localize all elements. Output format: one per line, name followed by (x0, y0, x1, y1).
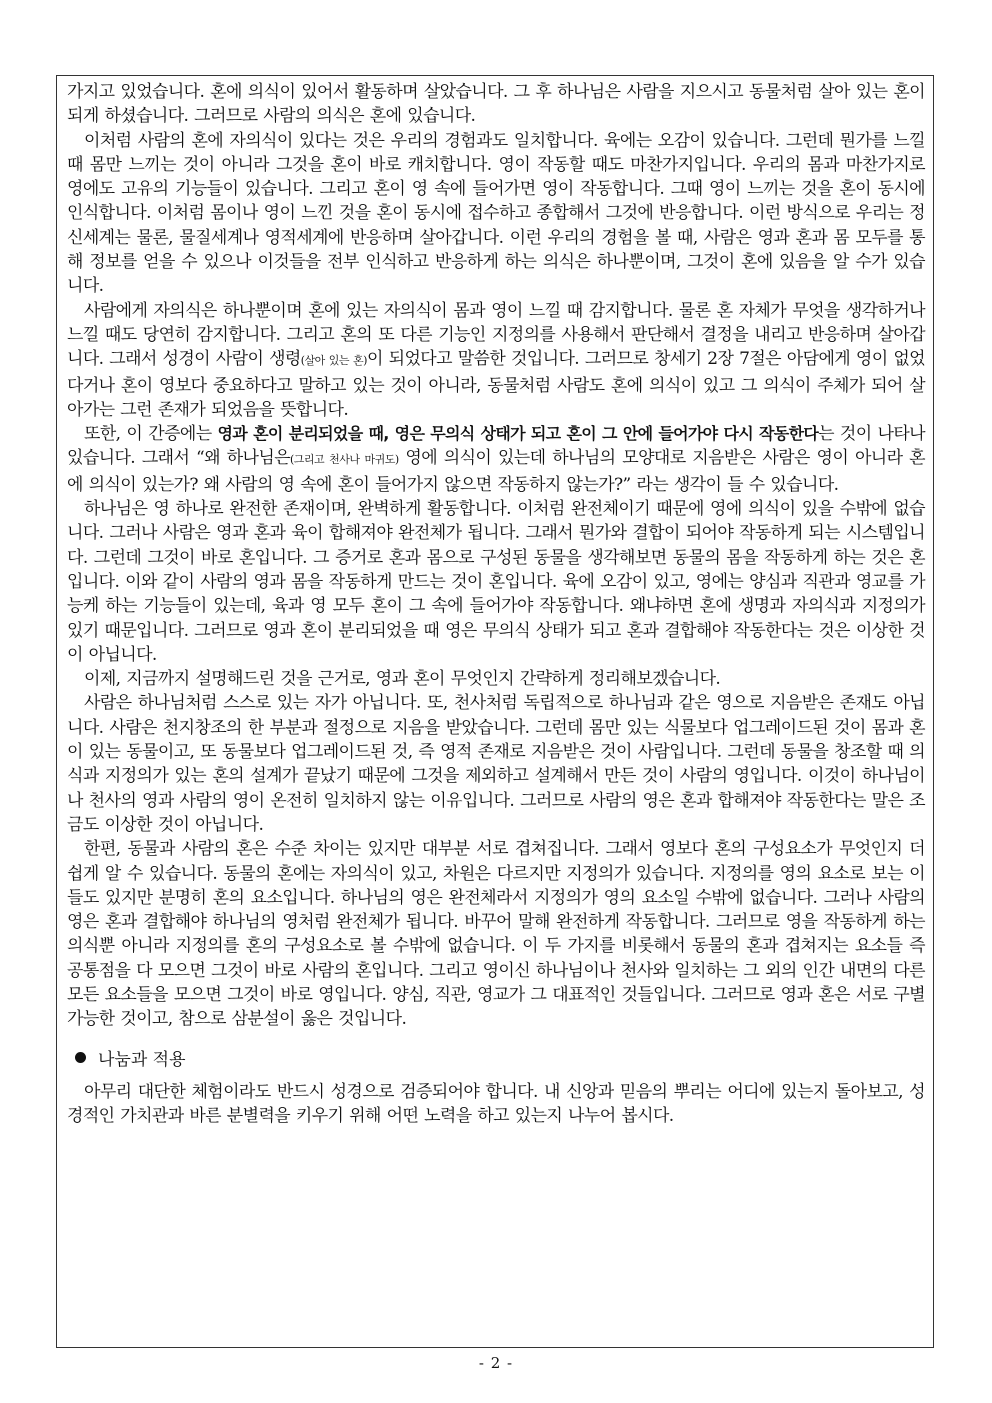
paragraph-4-emphasis: 영과 혼이 분리되었을 때, 영은 무의식 상태가 되고 혼이 그 안에 들어가야 다시 작동한다 (217, 424, 819, 444)
document-body (67, 80, 925, 1128)
paragraph-1: 가지고 있었습니다. 혼에 의식이 있어서 활동하며 살았습니다. 그 후 하나님은 사람을 지으시고 동물처럼 살아 있는 혼이 되게 하셨습니다. 그러므로 사람의 의식은 혼에 있습니다. (67, 82, 925, 127)
section-heading (75, 1045, 925, 1070)
paragraph-4-text-c: 영에 의식이 있는데 하나님의 모양대로 지음받은 사람은 영이 아니라 혼에 의식이 있는가? 왜 사람의 영 속에 혼이 들어가지 않으면 작동하지 않는가?” 라는 생각이 들 수 있습니다. (67, 448, 925, 495)
paragraph-3-text-a: 사람에게 자의식은 하나뿐이며 혼에 있는 자의식이 몸과 영이 느낄 때 감지합니다. 물론 혼 자체가 무엇을 생각하거나 느낄 때도 당연히 감지합니다. 그리고 혼의 또 다른 기능인 지정의를 사용해서 판단해서 결정을 내리고 반응하며 살아갑니다. 그래서 성경이 사람이 생령 (67, 300, 925, 370)
paragraph-3-small-note: (살아 있는 혼) (300, 354, 367, 368)
paragraph-2: 이처럼 사람의 혼에 자의식이 있다는 것은 우리의 경험과도 일치합니다. 육에는 오감이 있습니다. 그런데 뭔가를 느낄 때 몸만 느끼는 것이 아니라 그것을 혼이 바로 캐치합니다. 영이 작동할 때도 마찬가지입니다. 우리의 몸과 마찬가지로 영에도 고유의 기능들이 있습니다. 그리고 혼이 영 속에 들어가면 영이 작동합니다. 그때 영이 느끼는 것을 혼이 동시에 인식합니다. 이처럼 몸이나 영이 느낀 것을 혼이 동시에 접수하고 종합해서 그것에 반응합니다. 이런 방식으로 우리는 정신세계는 물론, 물질세계나 영적세계에 반응하며 살아갑니다. 이런 우리의 경험을 볼 때, 사람은 영과 혼과 몸 모두를 통해 정보를 얻을 수 있으나 이것들을 전부 인식하고 반응하게 하는 의식은 하나뿐이며, 그것이 혼에 있음을 알 수가 있습니다. (67, 130, 925, 297)
paragraph-4-text-a: 또한, 이 간증에는 (84, 424, 218, 445)
paragraph-5: 하나님은 영 하나로 완전한 존재이며, 완벽하게 활동합니다. 이처럼 완전체이기 때문에 영에 의식이 있을 수밖에 없습니다. 그러나 사람은 영과 혼과 육이 합해져야 완전체가 됩니다. 그래서 뭔가와 결합이 되어야 작동하게 되는 시스템입니다. 그런데 그것이 바로 혼입니다. 그 증거로 혼과 몸으로 구성된 동물을 생각해보면 동물의 몸을 작동하게 하는 것은 혼입니다. 이와 같이 사람의 영과 몸을 작동하게 만드는 것이 혼입니다. 육에 오감이 있고, 영에는 양심과 직관과 영교를 가능케 하는 기능들이 있는데, 육과 영 모두 혼이 그 속에 들어가야 작동합니다. 왜냐하면 혼에 생명과 자의식과 지정의가 있기 때문입니다. 그러므로 영과 혼이 분리되었을 때 영은 무의식 상태가 되고 혼과 결합해야 작동한다는 것은 이상한 것이 아닙니다. (67, 499, 925, 665)
paragraph-6: 이제, 지금까지 설명해드린 것을 근거로, 영과 혼이 무엇인지 간략하게 정리해보겠습니다. (84, 669, 721, 690)
paragraph-4-text-b: 는 것이 나타나 있습니다. 그래서 “왜 하나님은 (67, 424, 925, 469)
section-heading-label: 나눔과 적용 (98, 1049, 186, 1070)
paragraph-7: 사람은 하나님처럼 스스로 있는 자가 아닙니다. 또, 천사처럼 독립적으로 하나님과 같은 영으로 지음받은 존재도 아닙니다. 사람은 천지창조의 한 부분과 절정으로 지음을 받았습니다. 그런데 몸만 있는 식물보다 업그레이드된 것이 몸과 혼이 있는 동물이고, 또 동물보다 업그레이드된 것, 즉 영적 존재로 지음받은 것이 사람입니다. 그런데 동물을 창조할 때 의식과 지정의가 있는 혼의 설계가 끝났기 때문에 그것을 제외하고 설계해서 만든 것이 사람의 영입니다. 이것이 하나님이나 천사의 영과 사람의 영이 온전히 일치하지 않는 이유입니다. 그러므로 사람의 영은 혼과 합해져야 작동한다는 말은 조금도 이상한 것이 아닙니다. (67, 693, 925, 835)
paragraph-3-text-b: 이 되었다고 말씀한 것입니다. 그러므로 창세기 2장 7절은 아담에게 영이 없었다거나 혼이 영보다 중요하다고 말하고 있는 것이 아니라, 동물처럼 사람도 혼에 의식이 있고 그 의식이 주체가 되어 살아가는 그런 존재가 되었음을 뜻합니다. (67, 349, 925, 420)
paragraph-3 (67, 299, 925, 422)
page-number: - 2 - (478, 1354, 514, 1372)
paragraph-8: 한편, 동물과 사람의 혼은 수준 차이는 있지만 대부분 서로 겹쳐집니다. 그래서 영보다 혼의 구성요소가 무엇인지 더 쉽게 알 수 있습니다. 동물의 혼에는 자의식이 있고, 차원은 다르지만 지정의가 있습니다. 지정의를 영의 요소로 보는 이들도 있지만 분명히 혼의 요소입니다. 하나님의 영은 완전체라서 지정의가 영의 요소일 수밖에 없습니다. 그러나 사람의 영은 혼과 결합해야 하나님의 영처럼 완전체가 됩니다. 바꾸어 말해 완전하게 작동합니다. 그러므로 영을 작동하게 하는 의식뿐 아니라 지정의를 혼의 구성요소로 볼 수밖에 없습니다. 이 두 가지를 비롯해서 동물의 혼과 겹쳐지는 요소들 즉 공통점을 다 모으면 그것이 바로 사람의 혼입니다. 그리고 영이신 하나님이나 천사와 일치하는 그 외의 인간 내면의 다른 모든 요소들을 모으면 그것이 바로 영입니다. 양심, 직관, 영교가 그 대표적인 것들입니다. 그러므로 영과 혼은 서로 구별 가능한 것이고, 참으로 삼분설이 옳은 것입니다. (67, 839, 925, 1030)
paragraph-4-small-note: (그리고 천사나 마귀도) (290, 453, 399, 467)
paragraph-4 (67, 422, 925, 497)
bullet-icon (75, 1052, 86, 1063)
section-body: 아무리 대단한 체험이라도 반드시 성경으로 검증되어야 합니다. 내 신앙과 믿음의 뿌리는 어디에 있는지 돌아보고, 성경적인 가치관과 바른 분별력을 키우기 위해 어떤 노력을 하고 있는지 나누어 봅시다. (67, 1081, 925, 1126)
